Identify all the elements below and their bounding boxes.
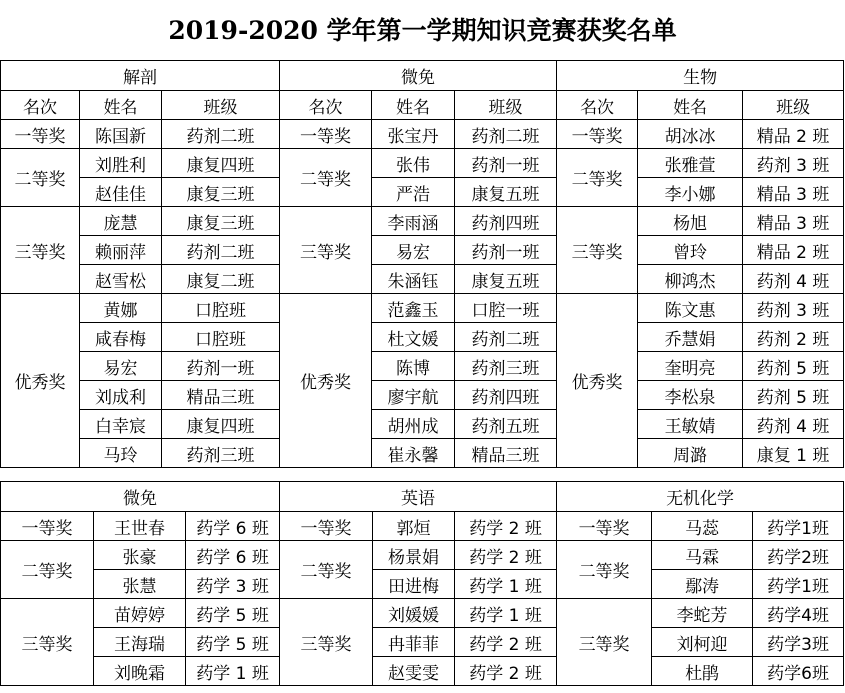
class-name-cell: 药剂二班 (455, 323, 557, 352)
class-name-cell: 药学 5 班 (186, 628, 280, 657)
class-name-cell: 药学3班 (753, 628, 844, 657)
class-name-cell: 药学2班 (753, 541, 844, 570)
student-name-cell: 赵雯雯 (373, 657, 455, 686)
award-rank-cell: 二等奖 (557, 149, 638, 207)
student-name-cell: 庞慧 (80, 207, 162, 236)
table-row (1, 207, 844, 236)
class-name-cell: 药剂五班 (455, 410, 557, 439)
student-name-cell: 王世春 (94, 512, 186, 541)
class-name-cell: 康复二班 (162, 265, 280, 294)
student-name-cell: 赵雪松 (80, 265, 162, 294)
student-name-cell: 张宝丹 (372, 120, 455, 149)
student-name-cell: 赖丽萍 (80, 236, 162, 265)
student-name-cell: 张雅萱 (638, 149, 743, 178)
award-rank-cell: 二等奖 (1, 149, 80, 207)
award-rank-cell: 一等奖 (557, 512, 652, 541)
class-name-cell: 药学4班 (753, 599, 844, 628)
student-name-cell: 陈博 (372, 352, 455, 381)
award-rank-cell: 三等奖 (1, 207, 80, 294)
table-row (1, 294, 844, 323)
class-name-cell: 药学 1 班 (455, 599, 557, 628)
award-rank-cell: 二等奖 (557, 541, 652, 599)
class-name-cell: 康复五班 (455, 178, 557, 207)
table-row (1, 352, 844, 381)
class-name-cell: 口腔班 (162, 294, 280, 323)
student-name-cell: 杜文媛 (372, 323, 455, 352)
student-name-cell: 周潞 (638, 439, 743, 468)
bottom-award-table (0, 481, 844, 686)
subject-header-microbiology: 微免 (1, 482, 280, 512)
award-rank-cell: 一等奖 (557, 120, 638, 149)
class-name-cell: 药剂二班 (162, 236, 280, 265)
class-name-cell: 药剂二班 (455, 120, 557, 149)
class-name-cell: 精品三班 (162, 381, 280, 410)
student-name-cell: 张豪 (94, 541, 186, 570)
table-row (1, 120, 844, 149)
table-row (1, 599, 844, 628)
class-name-cell: 药剂三班 (455, 352, 557, 381)
class-name-cell: 康复三班 (162, 178, 280, 207)
student-name-cell: 李小娜 (638, 178, 743, 207)
student-name-cell: 鄢涛 (652, 570, 753, 599)
table-row (1, 323, 844, 352)
class-name-cell: 药剂 5 班 (743, 381, 844, 410)
column-header-rank: 名次 (1, 91, 80, 120)
top-award-table (0, 60, 844, 468)
student-name-cell: 张慧 (94, 570, 186, 599)
class-name-cell: 药剂四班 (455, 381, 557, 410)
subject-header-microbiology: 微免 (280, 61, 557, 91)
student-name-cell: 胡冰冰 (638, 120, 743, 149)
class-name-cell: 药学 6 班 (186, 541, 280, 570)
column-header-class: 班级 (743, 91, 844, 120)
subject-header-english: 英语 (280, 482, 557, 512)
class-name-cell: 药学 1 班 (186, 657, 280, 686)
student-name-cell: 范鑫玉 (372, 294, 455, 323)
award-rank-cell: 三等奖 (280, 207, 372, 294)
student-name-cell: 冉菲菲 (373, 628, 455, 657)
student-name-cell: 陈国新 (80, 120, 162, 149)
table-row (1, 381, 844, 410)
student-name-cell: 陈文惠 (638, 294, 743, 323)
class-name-cell: 药学 2 班 (455, 657, 557, 686)
student-name-cell: 刘晚霜 (94, 657, 186, 686)
class-name-cell: 药剂 5 班 (743, 352, 844, 381)
class-name-cell: 口腔一班 (455, 294, 557, 323)
student-name-cell: 白幸宸 (80, 410, 162, 439)
class-name-cell: 药剂二班 (162, 120, 280, 149)
class-name-cell: 药学 3 班 (186, 570, 280, 599)
class-name-cell: 药学1班 (753, 570, 844, 599)
table-row (1, 149, 844, 178)
student-name-cell: 刘成利 (80, 381, 162, 410)
class-name-cell: 精品 3 班 (743, 207, 844, 236)
student-name-cell: 杨景娟 (373, 541, 455, 570)
student-name-cell: 奎明亮 (638, 352, 743, 381)
class-name-cell: 药学 2 班 (455, 628, 557, 657)
award-rank-cell: 三等奖 (557, 207, 638, 294)
student-name-cell: 刘媛媛 (373, 599, 455, 628)
student-name-cell: 崔永馨 (372, 439, 455, 468)
award-rank-cell: 一等奖 (280, 120, 372, 149)
student-name-cell: 马蕊 (652, 512, 753, 541)
class-name-cell: 药学 2 班 (455, 512, 557, 541)
award-rank-cell: 优秀奖 (557, 294, 638, 468)
student-name-cell: 王敏婧 (638, 410, 743, 439)
student-name-cell: 郭烜 (373, 512, 455, 541)
class-name-cell: 康复四班 (162, 410, 280, 439)
column-header-rank: 名次 (557, 91, 638, 120)
class-name-cell: 药剂一班 (162, 352, 280, 381)
class-name-cell: 康复四班 (162, 149, 280, 178)
student-name-cell: 王海瑞 (94, 628, 186, 657)
student-name-cell: 严浩 (372, 178, 455, 207)
subject-header-inorganic-chemistry: 无机化学 (557, 482, 844, 512)
table-row (1, 512, 844, 541)
table-row (1, 657, 844, 686)
table-row (1, 265, 844, 294)
class-name-cell: 药剂 3 班 (743, 294, 844, 323)
class-name-cell: 药学 5 班 (186, 599, 280, 628)
subject-header-anatomy: 解剖 (1, 61, 280, 91)
table-row (1, 178, 844, 207)
student-name-cell: 杜鹃 (652, 657, 753, 686)
student-name-cell: 田进梅 (373, 570, 455, 599)
class-name-cell: 药学 2 班 (455, 541, 557, 570)
class-name-cell: 药学 1 班 (455, 570, 557, 599)
award-rank-cell: 一等奖 (280, 512, 373, 541)
class-name-cell: 药学6班 (753, 657, 844, 686)
class-name-cell: 精品三班 (455, 439, 557, 468)
award-rank-cell: 优秀奖 (1, 294, 80, 468)
subject-header-biology: 生物 (557, 61, 844, 91)
table-row (1, 541, 844, 570)
student-name-cell: 廖宇航 (372, 381, 455, 410)
student-name-cell: 乔慧娟 (638, 323, 743, 352)
class-name-cell: 精品 2 班 (743, 236, 844, 265)
student-name-cell: 李松泉 (638, 381, 743, 410)
class-name-cell: 药剂 2 班 (743, 323, 844, 352)
class-name-cell: 口腔班 (162, 323, 280, 352)
award-rank-cell: 二等奖 (280, 541, 373, 599)
column-header-class: 班级 (162, 91, 280, 120)
class-name-cell: 药学1班 (753, 512, 844, 541)
student-name-cell: 朱涵钰 (372, 265, 455, 294)
class-name-cell: 药剂 4 班 (743, 410, 844, 439)
class-name-cell: 药学 6 班 (186, 512, 280, 541)
student-name-cell: 马玲 (80, 439, 162, 468)
student-name-cell: 李雨涵 (372, 207, 455, 236)
column-header-name: 姓名 (372, 91, 455, 120)
award-rank-cell: 二等奖 (280, 149, 372, 207)
award-rank-cell: 三等奖 (280, 599, 373, 686)
column-header-class: 班级 (455, 91, 557, 120)
table-row (1, 410, 844, 439)
class-name-cell: 药剂一班 (455, 149, 557, 178)
student-name-cell: 黄娜 (80, 294, 162, 323)
student-name-cell: 苗婷婷 (94, 599, 186, 628)
column-header-name: 姓名 (638, 91, 743, 120)
class-name-cell: 康复五班 (455, 265, 557, 294)
student-name-cell: 刘胜利 (80, 149, 162, 178)
student-name-cell: 张伟 (372, 149, 455, 178)
table-row (1, 570, 844, 599)
award-rank-cell: 二等奖 (1, 541, 94, 599)
award-rank-cell: 一等奖 (1, 120, 80, 149)
column-header-rank: 名次 (280, 91, 372, 120)
class-name-cell: 康复 1 班 (743, 439, 844, 468)
student-name-cell: 曾玲 (638, 236, 743, 265)
student-name-cell: 李蛇芳 (652, 599, 753, 628)
class-name-cell: 精品 3 班 (743, 178, 844, 207)
student-name-cell: 易宏 (80, 352, 162, 381)
student-name-cell: 胡州成 (372, 410, 455, 439)
class-name-cell: 药剂三班 (162, 439, 280, 468)
class-name-cell: 精品 2 班 (743, 120, 844, 149)
student-name-cell: 易宏 (372, 236, 455, 265)
student-name-cell: 赵佳佳 (80, 178, 162, 207)
table-row (1, 628, 844, 657)
class-name-cell: 药剂 3 班 (743, 149, 844, 178)
student-name-cell: 柳鸿杰 (638, 265, 743, 294)
column-header-name: 姓名 (80, 91, 162, 120)
class-name-cell: 康复三班 (162, 207, 280, 236)
student-name-cell: 杨旭 (638, 207, 743, 236)
class-name-cell: 药剂 4 班 (743, 265, 844, 294)
award-rank-cell: 三等奖 (1, 599, 94, 686)
table-row (1, 439, 844, 468)
student-name-cell: 咸春梅 (80, 323, 162, 352)
class-name-cell: 药剂四班 (455, 207, 557, 236)
page-title: 2019-2020 学年第一学期知识竞赛获奖名单 (168, 16, 677, 45)
student-name-cell: 刘柯迎 (652, 628, 753, 657)
student-name-cell: 马霖 (652, 541, 753, 570)
class-name-cell: 药剂一班 (455, 236, 557, 265)
table-row (1, 236, 844, 265)
award-rank-cell: 三等奖 (557, 599, 652, 686)
award-rank-cell: 优秀奖 (280, 294, 372, 468)
award-rank-cell: 一等奖 (1, 512, 94, 541)
